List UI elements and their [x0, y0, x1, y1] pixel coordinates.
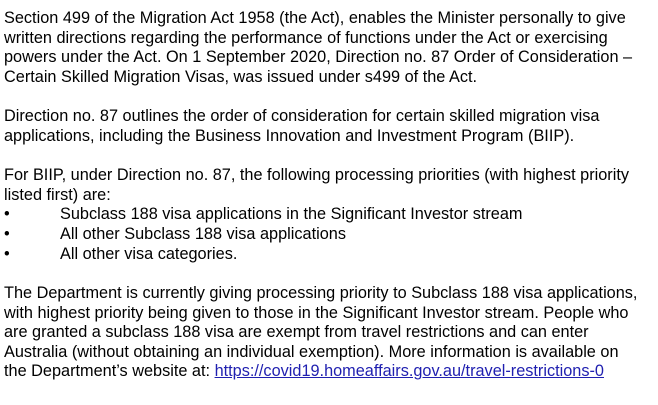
paragraph-biip-priorities — [4, 166, 654, 205]
list-item-text: All other Subclass 188 visa applications — [60, 224, 346, 243]
paragraph-spacer — [4, 87, 654, 107]
document-body — [4, 9, 654, 382]
text-line: listed first) are: — [4, 185, 111, 204]
text-line: Certain Skilled Migration Visas, was issued under s499 of the Act. — [4, 67, 478, 86]
paragraph-spacer — [4, 264, 654, 284]
text-line: powers under the Act. On 1 September 2020, Direction no. 87 Order of Consideration – — [4, 48, 633, 67]
paragraph-order-of-consideration — [4, 107, 654, 146]
travel-restrictions-link[interactable]: https://covid19.homeaffairs.gov.au/travel-restrictions-0 — [214, 362, 604, 381]
list-item-text: All other visa categories. — [60, 244, 238, 263]
text-line: Direction no. 87 outlines the order of consideration for certain skilled migration visa — [4, 107, 600, 126]
text-line: applications, including the Business Innovation and Investment Program (BIIP). — [4, 126, 575, 145]
paragraph-direction-intro — [4, 9, 654, 87]
text-line — [4, 362, 654, 382]
text-line: For BIIP, under Direction no. 87, the following processing priorities (with highest priority — [4, 166, 630, 185]
paragraph-department-priority — [4, 284, 654, 382]
text-line: with highest priority being given to those in the Significant Investor stream. People who — [4, 303, 629, 322]
text-line: Australia (without obtaining an individual exemption). More information is available on — [4, 342, 619, 361]
text-line: Section 499 of the Migration Act 1958 (the Act), enables the Minister personally to give — [4, 9, 626, 27]
link-prefix-text: the Department’s website at: — [4, 362, 215, 381]
paragraph-spacer — [4, 146, 654, 166]
priority-list — [4, 205, 654, 264]
bullet-icon: • — [4, 244, 10, 263]
list-item-text: Subclass 188 visa applications in the Significant Investor stream — [60, 205, 523, 224]
bullet-icon: • — [4, 205, 10, 224]
list-item — [4, 205, 654, 225]
list-item — [4, 245, 654, 265]
text-line: The Department is currently giving processing priority to Subclass 188 visa applications, — [4, 283, 638, 302]
text-line: written directions regarding the performance of functions under the Act or exercising — [4, 28, 608, 47]
list-item — [4, 225, 654, 245]
text-line: are granted a subclass 188 visa are exempt from travel restrictions and can enter — [4, 323, 589, 342]
bullet-icon: • — [4, 224, 10, 243]
